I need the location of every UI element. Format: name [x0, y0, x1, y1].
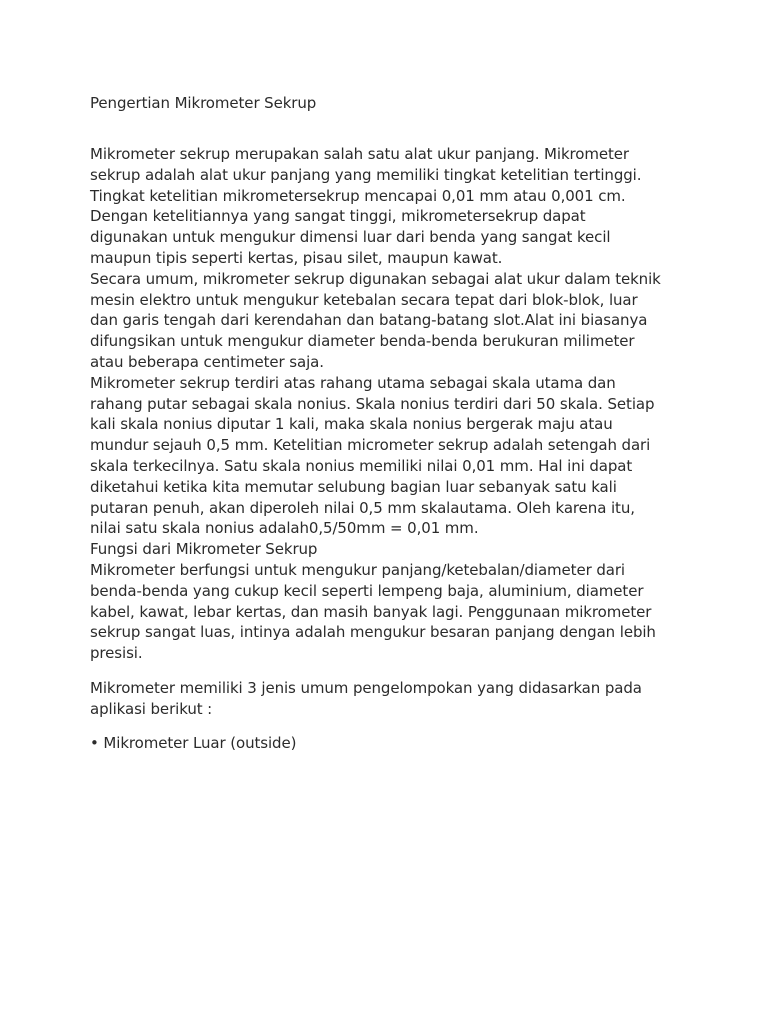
text-line: mundur sejauh 0,5 mm. Ketelitian micrometer sekrup adalah setengah dari: [90, 436, 651, 455]
text-line: Dengan ketelitiannya yang sangat tinggi, mikrometersekrup dapat: [90, 207, 586, 226]
text-line: sekrup adalah alat ukur panjang yang memiliki tingkat ketelitian tertinggi.: [90, 165, 642, 184]
text-line: presisi.: [90, 644, 143, 663]
text-line: Mikrometer sekrup terdiri atas rahang utama sebagai skala utama dan: [90, 373, 616, 392]
bullet-item: • Mikrometer Luar (outside): [90, 734, 297, 752]
text-line: Secara umum, mikrometer sekrup digunakan sebagai alat ukur dalam teknik: [90, 269, 661, 288]
text-line: difungsikan untuk mengukur diameter benda-benda berukuran milimeter: [90, 332, 635, 351]
body-text-block: [90, 144, 690, 664]
text-line: aplikasi berikut :: [90, 699, 213, 718]
text-line: dan garis tengah dari kerendahan dan batang-batang slot.Alat ini biasanya: [90, 311, 648, 330]
text-line: putaran penuh, akan diperoleh nilai 0,5 mm skalautama. Oleh karena itu,: [90, 498, 635, 517]
text-line: mesin elektro untuk mengukur ketebalan secara tepat dari blok-blok, luar: [90, 290, 638, 309]
text-line: skala terkecilnya. Satu skala nonius memiliki nilai 0,01 mm. Hal ini dapat: [90, 456, 633, 475]
text-line: rahang putar sebagai skala nonius. Skala nonius terdiri dari 50 skala. Setiap: [90, 394, 655, 413]
section-heading: Fungsi dari Mikrometer Sekrup: [90, 540, 318, 559]
text-line: Mikrometer memiliki 3 jenis umum pengelompokan yang didasarkan pada: [90, 679, 642, 697]
text-line: kali skala nonius diputar 1 kali, maka skala nonius bergerak maju atau: [90, 415, 613, 434]
text-line: diketahui ketika kita memutar selubung bagian luar sebanyak satu kali: [90, 477, 617, 496]
text-line: kabel, kawat, lebar kertas, dan masih banyak lagi. Penggunaan mikrometer: [90, 602, 652, 621]
text-line: benda-benda yang cukup kecil seperti lempeng baja, aluminium, diameter: [90, 581, 644, 600]
text-line: nilai satu skala nonius adalah0,5/50mm = 0,01 mm.: [90, 519, 479, 538]
text-line: Tingkat ketelitian mikrometersekrup mencapai 0,01 mm atau 0,001 cm.: [90, 186, 626, 205]
text-line: atau beberapa centimeter saja.: [90, 352, 324, 371]
text-line: sekrup sangat luas, intinya adalah mengukur besaran panjang dengan lebih: [90, 623, 656, 642]
text-line: Mikrometer sekrup merupakan salah satu alat ukur panjang. Mikrometer: [90, 145, 629, 163]
text-line: digunakan untuk mengukur dimensi luar dari benda yang sangat kecil: [90, 228, 611, 247]
document-title: Pengertian Mikrometer Sekrup: [90, 94, 317, 112]
paragraph-jenis: [90, 678, 690, 720]
text-line: Mikrometer berfungsi untuk mengukur panjang/ketebalan/diameter dari: [90, 560, 625, 579]
text-line: maupun tipis seperti kertas, pisau silet, maupun kawat.: [90, 248, 503, 267]
